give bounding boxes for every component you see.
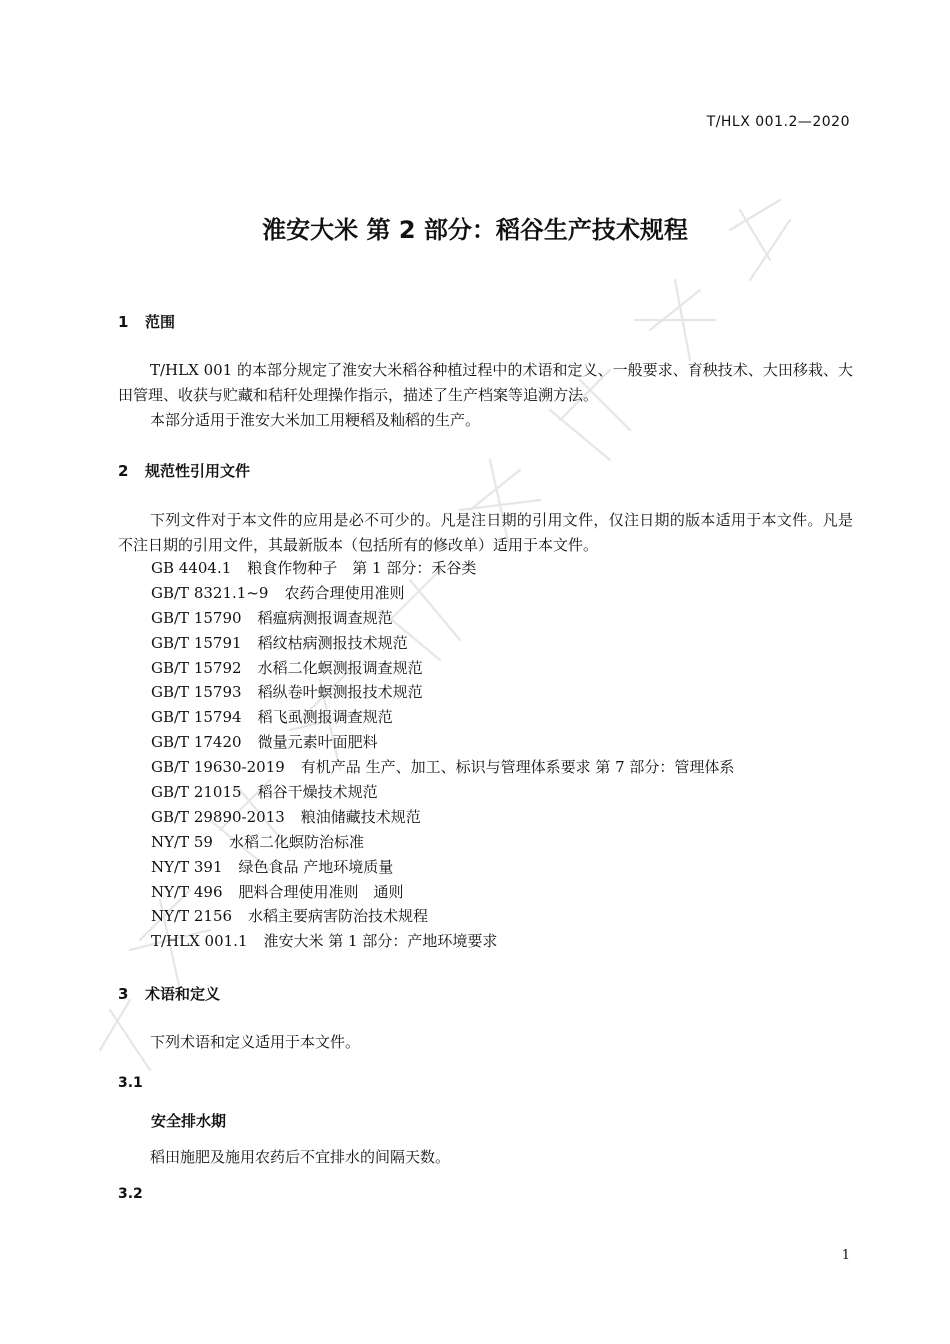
section-title: 范围 — [145, 313, 176, 331]
scope-paragraph-1: T/HLX 001 的本部分规定了淮安大米稻谷种植过程中的术语和定义、一般要求、育秧技术、大田移栽、大田管理、收获与贮藏和秸秆处理操作指示，描述了生产档案等追溯方法。 — [118, 361, 853, 404]
reference-item — [151, 581, 734, 606]
reference-code: GB/T 15793 — [151, 683, 242, 702]
scope-paragraph-2: 本部分适用于淮安大米加工用粳稻及籼稻的生产。 — [150, 411, 481, 429]
reference-name: 淮安大米 第 1 部分：产地环境要求 — [263, 932, 498, 951]
section-number: 2 — [118, 462, 129, 480]
reference-name: 绿色食品 产地环境质量 — [238, 857, 394, 876]
reference-item — [151, 606, 734, 631]
reference-code: GB 4404.1 — [151, 559, 232, 577]
term-title: 安全排水期 — [151, 1112, 227, 1130]
terms-intro-paragraph: 下列术语和定义适用于本文件。 — [150, 1033, 361, 1051]
reference-item — [151, 855, 734, 880]
section-heading-scope — [118, 311, 175, 332]
clause-number: 3.1 — [118, 1075, 143, 1091]
reference-code: NY/T 59 — [151, 832, 213, 851]
reference-code: GB/T 8321.1~9 — [151, 583, 269, 602]
reference-name: 水稻主要病害防治技术规程 — [248, 907, 429, 926]
reference-item — [151, 730, 734, 755]
section-heading-terms — [118, 983, 220, 1004]
section-number: 3 — [118, 985, 129, 1003]
reference-name: 稻纵卷叶螟测报技术规范 — [257, 683, 423, 702]
reference-code: GB/T 15792 — [151, 658, 242, 677]
reference-code: GB/T 15794 — [151, 708, 242, 727]
reference-code: GB/T 17420 — [151, 733, 242, 752]
term-definition: 稻田施肥及施用农药后不宜排水的间隔天数。 — [150, 1148, 451, 1166]
reference-code: T/HLX 001.1 — [151, 932, 248, 951]
reference-name: 微量元素叶面肥料 — [257, 733, 378, 752]
reference-name: 水稻二化螟防治标准 — [228, 832, 364, 851]
references-intro-paragraph: 下列文件对于本文件的应用是必不可少的。凡是注日期的引用文件，仅注日期的版本适用于本文件。凡是不注日期的引用文件，其最新版本（包括所有的修改单）适用于本文件。 — [118, 511, 853, 554]
standard-number: T/HLX 001.2—2020 — [706, 114, 850, 130]
reference-item — [151, 556, 734, 581]
clause-number: 3.2 — [118, 1186, 143, 1202]
reference-code: GB/T 21015 — [151, 783, 242, 802]
reference-code: NY/T 2156 — [151, 907, 233, 926]
reference-item — [151, 780, 734, 805]
document-title: 淮安大米 第 2 部分：稻谷生产技术规程 — [262, 216, 688, 244]
page-number: 1 — [841, 1248, 850, 1263]
reference-name: 水稻二化螟测报调查规范 — [257, 658, 423, 677]
reference-item — [151, 929, 734, 954]
reference-name: 稻飞虱测报调查规范 — [257, 708, 393, 727]
reference-name: 稻谷干燥技术规范 — [257, 783, 378, 802]
reference-code: GB/T 29890-2013 — [151, 807, 285, 826]
reference-name: 肥料合理使用准则 通则 — [238, 882, 404, 901]
reference-code: NY/T 391 — [151, 857, 223, 876]
reference-name: 农药合理使用准则 — [284, 583, 405, 602]
reference-item — [151, 705, 734, 730]
reference-name: 稻纹枯病测报技术规范 — [257, 633, 408, 652]
reference-item — [151, 680, 734, 705]
reference-code: GB/T 15790 — [151, 608, 242, 627]
reference-name: 有机产品 生产、加工、标识与管理体系要求 第 7 部分：管理体系 — [300, 758, 735, 777]
section-heading-references — [118, 460, 250, 481]
reference-item — [151, 904, 734, 929]
reference-code: GB/T 15791 — [151, 633, 242, 652]
reference-item — [151, 805, 734, 830]
reference-list — [151, 556, 734, 954]
reference-name: 稻瘟病测报调查规范 — [257, 608, 393, 627]
section-title: 规范性引用文件 — [145, 462, 251, 480]
reference-name: 粮食作物种子 第 1 部分：禾谷类 — [247, 559, 477, 577]
reference-item — [151, 880, 734, 905]
section-number: 1 — [118, 313, 129, 331]
reference-item — [151, 656, 734, 681]
reference-item — [151, 631, 734, 656]
reference-code: GB/T 19630-2019 — [151, 758, 285, 777]
reference-name: 粮油储藏技术规范 — [300, 807, 421, 826]
reference-item — [151, 755, 734, 780]
reference-code: NY/T 496 — [151, 882, 223, 901]
reference-item — [151, 830, 734, 855]
section-title: 术语和定义 — [145, 985, 221, 1003]
